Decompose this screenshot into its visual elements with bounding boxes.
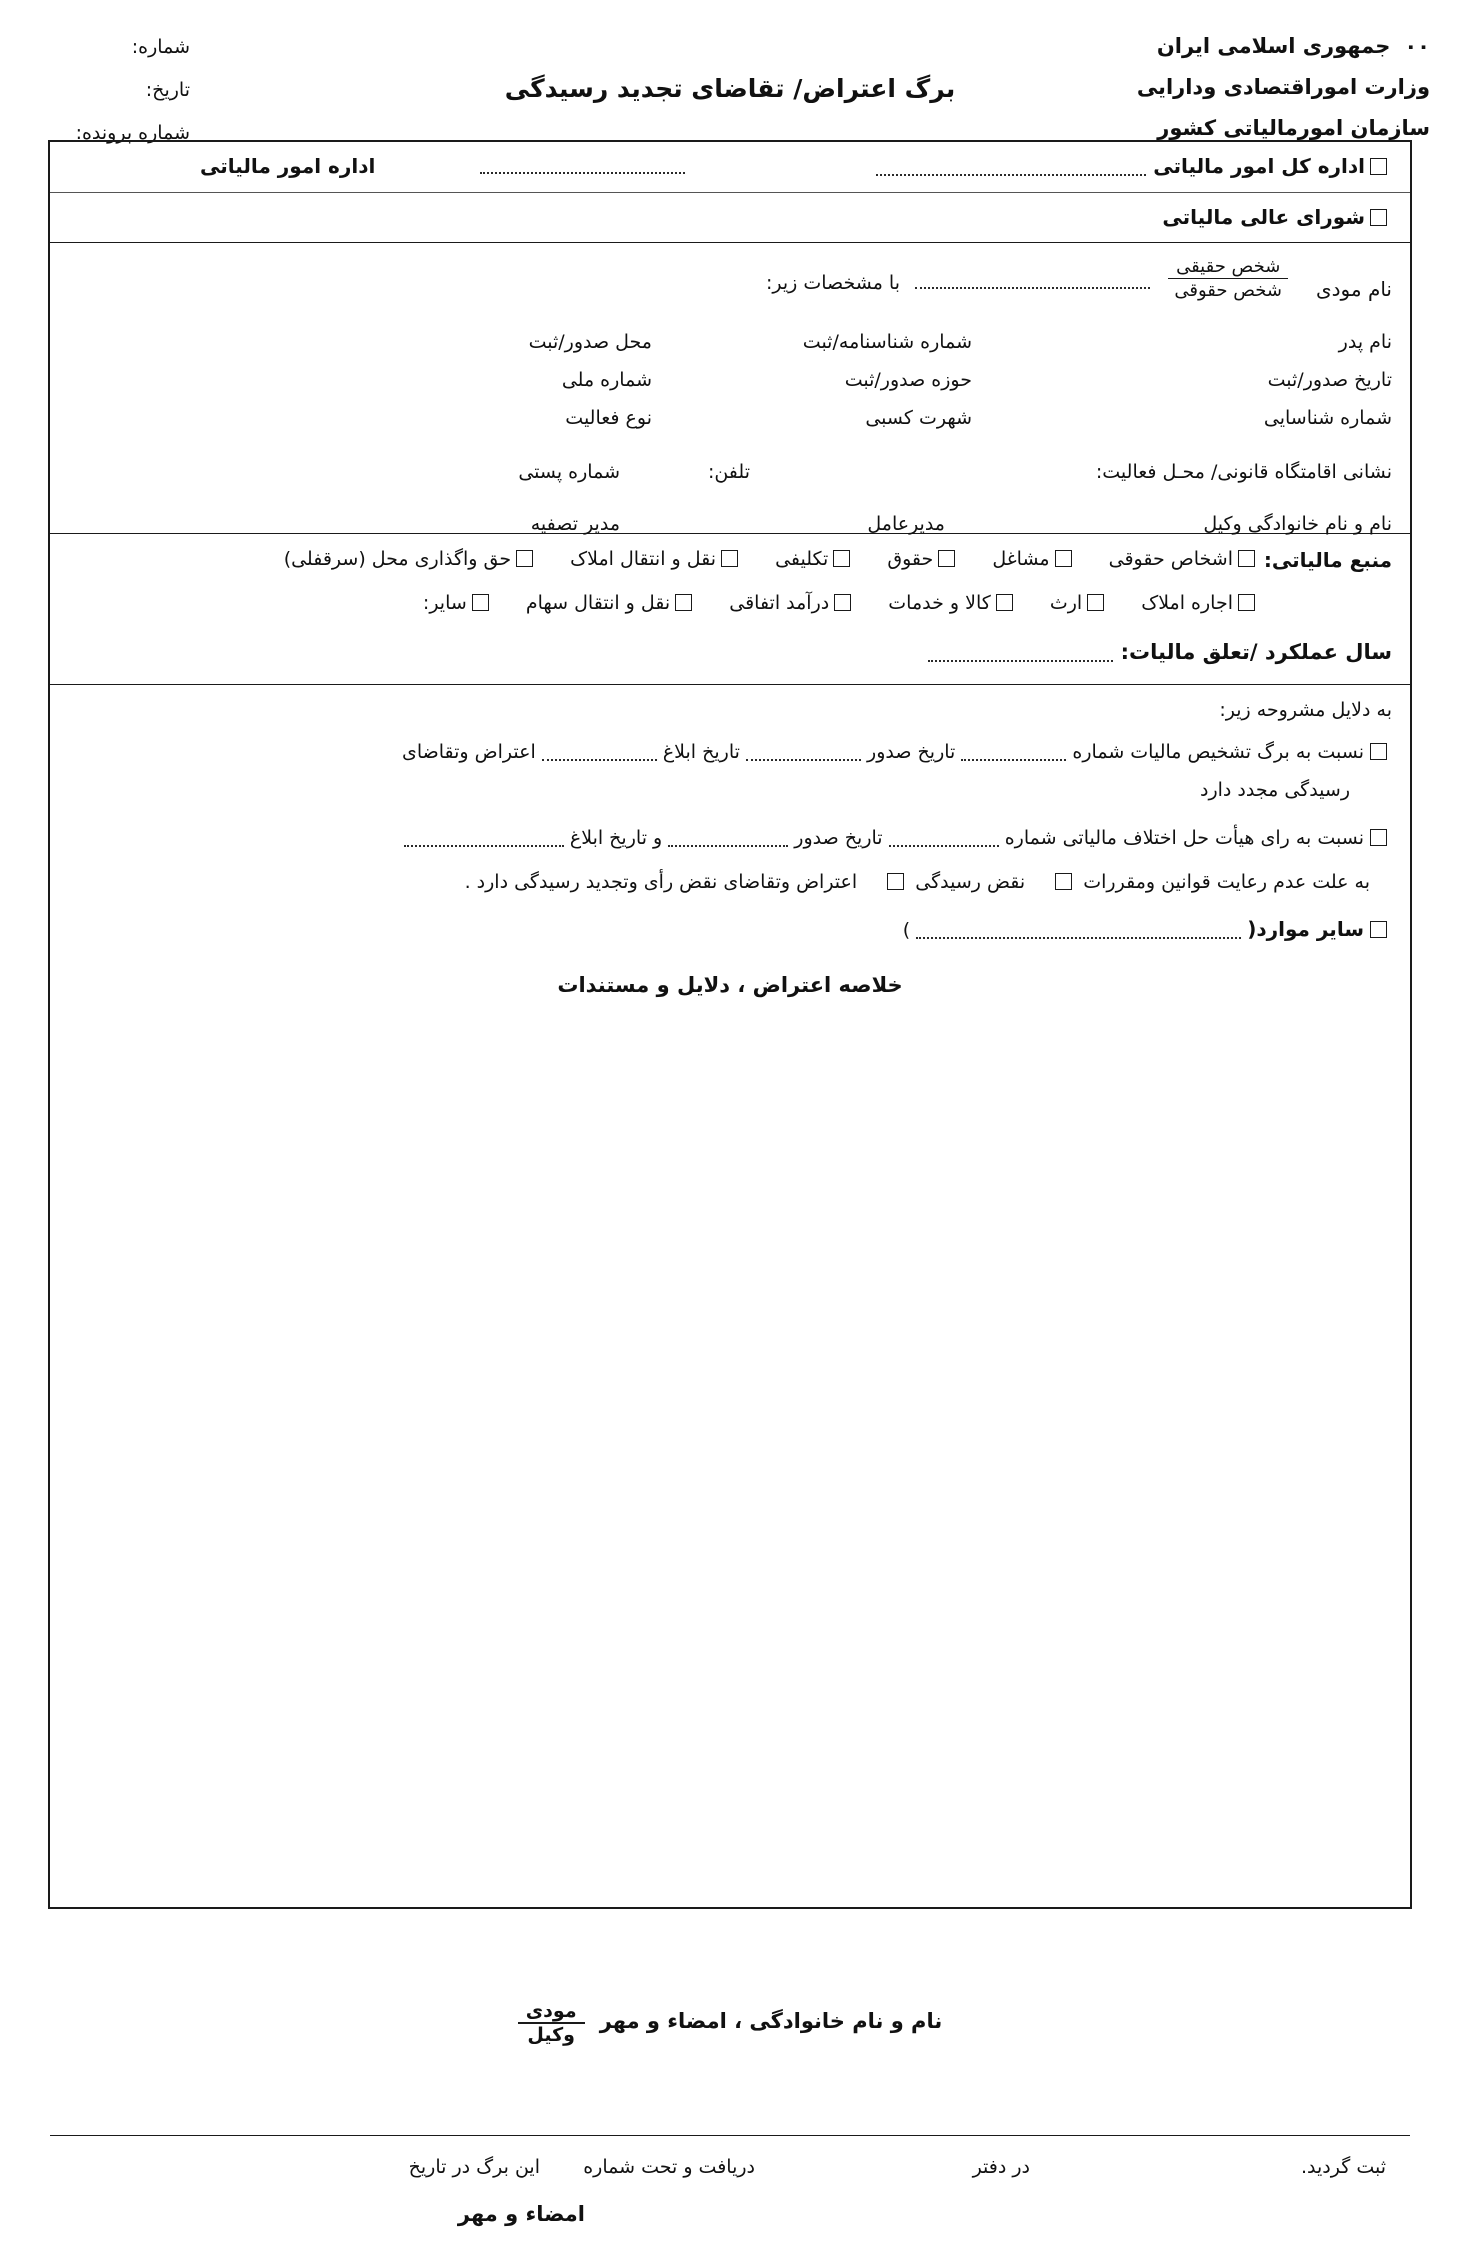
checkbox-item-other[interactable] bbox=[423, 592, 494, 614]
label-reasons-intro: به دلایل مشروحه زیر: bbox=[1219, 699, 1392, 721]
label-registered: ثبت گردید. bbox=[1300, 2156, 1386, 2178]
person-type-selector[interactable] bbox=[1168, 255, 1288, 302]
checkbox-item-inheritance[interactable] bbox=[1050, 592, 1109, 614]
label-assessment-part4: اعتراض وتقاضای bbox=[401, 741, 536, 763]
checkbox-icon-law-noncompliance[interactable] bbox=[1055, 873, 1072, 890]
label-legal-persons: اشخاص حقوقی bbox=[1108, 548, 1233, 570]
label-annul-review: نقض رسیدگی bbox=[915, 871, 1026, 893]
org-line-country bbox=[1137, 26, 1430, 67]
reason-item-assessment[interactable] bbox=[68, 741, 1392, 763]
form-body-frame bbox=[48, 140, 1412, 2226]
checkbox-icon-withholding[interactable] bbox=[833, 550, 850, 567]
tax-source-row-1 bbox=[68, 548, 1260, 570]
checkbox-icon-general-office[interactable] bbox=[1370, 158, 1387, 175]
meta-number[interactable]: شماره: bbox=[131, 36, 190, 58]
checkbox-item-share-transfer[interactable] bbox=[526, 592, 697, 614]
label-liquidator: مدیر تصفیه bbox=[530, 513, 620, 535]
label-agent-name: نام و نام خانوادگی وکیل bbox=[1203, 513, 1392, 535]
checkbox-icon-incidental-income[interactable] bbox=[834, 594, 851, 611]
label-ruling-notice-date: و تاریخ ابلاغ bbox=[569, 827, 663, 849]
section-tax-source bbox=[50, 534, 1410, 684]
label-other-cases: سایر موارد( bbox=[1247, 917, 1364, 941]
section-registration-footer bbox=[50, 2136, 1410, 2254]
label-ceo: مدیرعامل bbox=[867, 513, 945, 535]
checkbox-icon-salary[interactable] bbox=[938, 550, 955, 567]
label-other-cases-close: ) bbox=[902, 919, 911, 941]
signer-option-taxpayer[interactable]: مودی bbox=[525, 2000, 577, 2022]
label-father-name: نام پدر bbox=[1338, 331, 1392, 353]
tax-source-row-2 bbox=[68, 592, 1260, 614]
org-line-ministry: وزارت اموراقتصادی ودارایی bbox=[1136, 74, 1430, 99]
identity-row-1 bbox=[68, 331, 1392, 369]
label-id-number: شماره شناسنامه/ثبت bbox=[802, 331, 972, 353]
page-title: برگ اعتراض/ تقاضای تجدید رسیدگی bbox=[504, 74, 956, 103]
dotted-leader-assessment-issue-date[interactable] bbox=[746, 744, 861, 760]
tax-period-text: سال عملکرد /تعلق مالیات: bbox=[1120, 640, 1392, 664]
checkbox-item-property-rent[interactable] bbox=[1141, 592, 1260, 614]
label-board-ruling-part1: نسبت به رای هیأت حل اختلاف مالیاتی شماره bbox=[1004, 827, 1364, 849]
reason-board-ruling-options[interactable] bbox=[68, 871, 1370, 893]
label-general-office: اداره کل امور مالیاتی bbox=[1153, 154, 1365, 178]
label-issue-date: تاریخ صدور/ثبت bbox=[1267, 369, 1392, 391]
dotted-leader-assessment-number[interactable] bbox=[961, 744, 1066, 760]
label-property-rent: اجاره املاک bbox=[1141, 592, 1233, 614]
label-receipt-date: این برگ در تاریخ bbox=[408, 2156, 540, 2178]
dotted-leader-ruling-number[interactable] bbox=[889, 830, 999, 846]
checkbox-item-professions[interactable] bbox=[992, 548, 1076, 570]
form-code: ٠٠ bbox=[1404, 34, 1430, 58]
label-with-specifications: با مشخصات زیر: bbox=[765, 272, 900, 294]
checkbox-icon-professions[interactable] bbox=[1055, 550, 1072, 567]
checkbox-item-legal-persons[interactable] bbox=[1109, 548, 1260, 570]
identity-field-grid bbox=[68, 331, 1392, 445]
label-annul-request: اعتراض وتقاضای نقض رأی وتجدید رسیدگی دارد . bbox=[464, 871, 858, 893]
checkbox-item-withholding[interactable] bbox=[775, 548, 855, 570]
meta-file-number[interactable]: شماره پرونده: bbox=[75, 121, 190, 144]
office-row-council bbox=[50, 193, 1410, 243]
dotted-leader-ruling-notice-date[interactable] bbox=[404, 830, 564, 846]
signature-label: نام و نام خانوادگی ، امضاء و مهر bbox=[599, 2008, 943, 2033]
label-phone: تلفن: bbox=[707, 461, 750, 483]
dotted-leader bbox=[876, 159, 1146, 176]
label-signature-seal: امضاء و مهر bbox=[457, 2202, 585, 2226]
signer-option-agent[interactable]: وکیل bbox=[518, 2022, 585, 2046]
checkbox-item-incidental-income[interactable] bbox=[729, 592, 856, 614]
checkbox-item-salary[interactable] bbox=[887, 548, 960, 570]
checkbox-row-general-office[interactable] bbox=[876, 154, 1392, 178]
checkbox-icon-other-source[interactable] bbox=[472, 594, 489, 611]
label-salary: حقوق bbox=[887, 548, 934, 570]
dotted-leader-assessment-notice-date[interactable] bbox=[542, 744, 657, 760]
signature-block bbox=[50, 2000, 1410, 2046]
label-share-transfer: نقل و انتقال سهام bbox=[525, 592, 671, 614]
checkbox-icon-board-ruling-objection[interactable] bbox=[1370, 829, 1387, 846]
section-reasons bbox=[50, 685, 1410, 2135]
label-postal-code: شماره پستی bbox=[518, 461, 620, 483]
label-ruling-issue-date: تاریخ صدور bbox=[794, 827, 883, 849]
label-legal-address: نشانی اقامتگاه قانونی/ محـل فعالیت: bbox=[1095, 461, 1392, 483]
label-assessment-issue-date: تاریخ صدور bbox=[867, 741, 956, 763]
checkbox-icon-goodwill[interactable] bbox=[516, 550, 533, 567]
dotted-leader-tax-period[interactable] bbox=[928, 644, 1113, 662]
checkbox-icon-other-cases[interactable] bbox=[1370, 921, 1387, 938]
organization-block bbox=[1137, 26, 1430, 149]
checkbox-icon-share-transfer[interactable] bbox=[675, 594, 692, 611]
checkbox-icon-assessment-objection[interactable] bbox=[1370, 743, 1387, 760]
checkbox-icon-inheritance[interactable] bbox=[1087, 594, 1104, 611]
signer-role-selector[interactable] bbox=[518, 2000, 585, 2046]
label-high-council: شورای عالی مالیاتی bbox=[1162, 205, 1365, 229]
checkbox-item-goods-services[interactable] bbox=[888, 592, 1018, 614]
checkbox-icon-property-rent[interactable] bbox=[1238, 594, 1255, 611]
checkbox-row-high-council[interactable] bbox=[1162, 205, 1392, 229]
label-goods-services: کالا و خدمات bbox=[888, 592, 991, 614]
label-business-name: شهرت کسبی bbox=[865, 407, 972, 429]
org-line-1: جمهوری اسلامی ایران bbox=[1156, 34, 1391, 58]
dotted-leader-affairs-office bbox=[480, 172, 685, 174]
checkbox-icon-property-transfer[interactable] bbox=[721, 550, 738, 567]
label-receipt-number: دریافت و تحت شماره bbox=[583, 2156, 755, 2178]
document-meta-block bbox=[0, 26, 320, 154]
option-natural-person[interactable]: شخص حقیقی bbox=[1176, 256, 1281, 277]
section-identity bbox=[50, 243, 1410, 533]
label-withholding: تکلیفی bbox=[775, 548, 829, 570]
label-issue-district: حوزه صدور/ثبت bbox=[844, 369, 972, 391]
form-header bbox=[0, 0, 1460, 150]
identity-row-2 bbox=[68, 369, 1392, 407]
checkbox-icon-annul-review[interactable] bbox=[887, 873, 904, 890]
label-tax-source: منبع مالیاتی: bbox=[1263, 548, 1392, 572]
label-inheritance: ارث bbox=[1049, 592, 1083, 614]
checkbox-item-property-transfer[interactable] bbox=[570, 548, 743, 570]
section-offices bbox=[50, 142, 1410, 242]
reason-item-other[interactable] bbox=[68, 917, 1392, 941]
org-line-agency: سازمان امورمالیاتی کشور bbox=[1157, 115, 1430, 140]
office-row-general bbox=[50, 142, 1410, 192]
label-activity-type: نوع فعالیت bbox=[565, 407, 652, 429]
label-goodwill: حق واگذاری محل (سرقفلی) bbox=[283, 548, 512, 570]
dotted-leader-taxpayer-name[interactable] bbox=[915, 287, 1150, 289]
checkbox-icon-high-council[interactable] bbox=[1370, 209, 1387, 226]
label-professions: مشاغل bbox=[992, 548, 1050, 570]
label-tax-period bbox=[928, 640, 1392, 664]
checkbox-icon-goods-services[interactable] bbox=[996, 594, 1013, 611]
summary-writing-area[interactable] bbox=[68, 1015, 1392, 1965]
label-assessment-continued: رسیدگی مجدد دارد bbox=[1199, 779, 1350, 801]
affairs-office-text: اداره امور مالیاتی bbox=[200, 154, 376, 178]
label-affairs-office bbox=[200, 154, 375, 178]
dotted-leader-ruling-issue-date[interactable] bbox=[668, 830, 788, 846]
identity-row-3 bbox=[68, 407, 1392, 445]
label-issue-place: محل صدور/ثبت bbox=[528, 331, 652, 353]
label-registry-book: در دفتر bbox=[972, 2156, 1030, 2178]
label-assessment-part1: نسبت به برگ تشخیص مالیات شماره bbox=[1072, 741, 1364, 763]
label-taxpayer-name: نام مودی bbox=[1315, 277, 1392, 301]
label-identification-number: شماره شناسایی bbox=[1263, 407, 1392, 429]
option-legal-person[interactable]: شخص حقوقی bbox=[1168, 278, 1288, 302]
checkbox-item-goodwill[interactable] bbox=[284, 548, 538, 570]
label-law-noncompliance: به علت عدم رعایت قوانین ومقررات bbox=[1083, 871, 1370, 893]
label-incidental-income: درآمد اتفاقی bbox=[729, 592, 830, 614]
label-other-source: سایر: bbox=[422, 592, 467, 614]
label-property-transfer: نقل و انتقال املاک bbox=[570, 548, 717, 570]
summary-section-title: خلاصه اعتراض ، دلایل و مستندات bbox=[557, 973, 903, 997]
label-assessment-notice-date: تاریخ ابلاغ bbox=[662, 741, 740, 763]
dotted-leader-other-cases[interactable] bbox=[916, 922, 1241, 938]
reason-item-board-ruling[interactable] bbox=[68, 827, 1392, 849]
label-national-id: شماره ملی bbox=[561, 369, 652, 391]
checkbox-icon-legal-persons[interactable] bbox=[1238, 550, 1255, 567]
meta-date[interactable]: تاریخ: bbox=[145, 78, 190, 101]
